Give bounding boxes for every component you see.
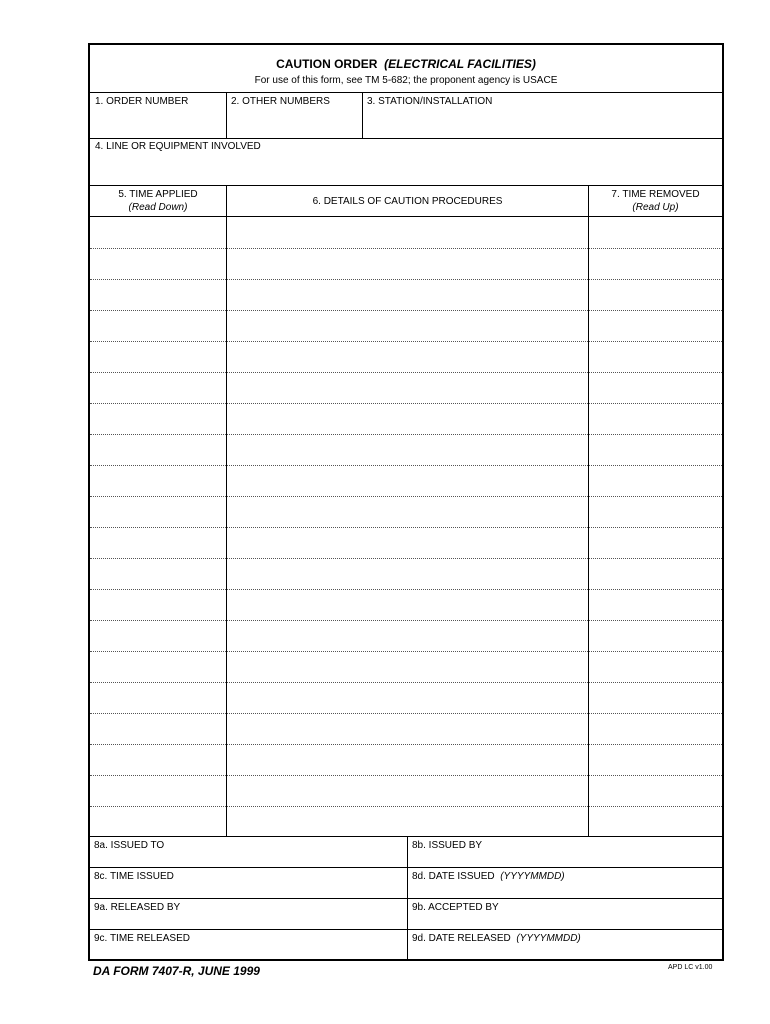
form-subtitle: For use of this form, see TM 5-682; the proponent agency is USACE <box>254 75 558 86</box>
time-issued-label: 8c. TIME ISSUED <box>94 871 174 882</box>
issued-by-field[interactable] <box>408 837 722 867</box>
issued-to-field[interactable] <box>90 837 407 867</box>
table-row-divider <box>90 496 722 497</box>
table-row-divider <box>90 372 722 373</box>
date-released-label: 9d. DATE RELEASED (YYYYMMDD) <box>412 933 581 944</box>
date-released-format: (YYYYMMDD) <box>516 933 581 944</box>
order-number-label: 1. ORDER NUMBER <box>95 96 189 107</box>
table-row-divider <box>90 806 722 807</box>
date-issued-field[interactable] <box>408 868 722 898</box>
released-by-field[interactable] <box>90 899 407 929</box>
order-number-field[interactable] <box>90 93 226 139</box>
time-applied-note: (Read Down) <box>128 202 188 213</box>
table-row-divider <box>90 465 722 466</box>
station-installation-label: 3. STATION/INSTALLATION <box>367 96 493 107</box>
table-row-divider <box>90 620 722 621</box>
time-released-label: 9c. TIME RELEASED <box>94 933 190 944</box>
date-issued-label: 8d. DATE ISSUED (YYYYMMDD) <box>412 871 565 882</box>
line-equipment-field[interactable] <box>90 139 722 185</box>
time-removed-header <box>589 186 722 216</box>
date-issued-format: (YYYYMMDD) <box>500 871 565 882</box>
time-released-field[interactable] <box>90 930 407 959</box>
title-main: CAUTION ORDER <box>276 57 378 71</box>
details-label: 6. DETAILS OF CAUTION PROCEDURES <box>312 196 503 207</box>
table-row-divider <box>90 434 722 435</box>
table-row-divider <box>90 713 722 714</box>
form-title <box>90 57 722 71</box>
time-applied-label: 5. TIME APPLIED <box>118 189 198 200</box>
date-released-field[interactable] <box>408 930 722 959</box>
table-row-divider <box>90 341 722 342</box>
form-version: APD LC v1.00 <box>668 964 713 971</box>
table-row-divider <box>90 775 722 776</box>
other-numbers-label: 2. OTHER NUMBERS <box>231 96 330 107</box>
title-italic: (ELECTRICAL FACILITIES) <box>384 57 536 71</box>
table-row-divider <box>90 527 722 528</box>
released-by-label: 9a. RELEASED BY <box>94 902 181 913</box>
issued-to-label: 8a. ISSUED TO <box>94 840 165 851</box>
form-id: DA FORM 7407-R, JUNE 1999 <box>93 964 260 978</box>
accepted-by-label: 9b. ACCEPTED BY <box>412 902 499 913</box>
time-removed-note: (Read Up) <box>632 202 679 213</box>
time-applied-header <box>90 186 226 216</box>
table-row-divider <box>90 248 722 249</box>
accepted-by-field[interactable] <box>408 899 722 929</box>
table-row-divider <box>90 682 722 683</box>
table-row-divider <box>90 279 722 280</box>
table-row-divider <box>90 403 722 404</box>
table-row-divider <box>90 589 722 590</box>
table-row-divider <box>90 558 722 559</box>
line-equipment-label: 4. LINE OR EQUIPMENT INVOLVED <box>95 141 261 152</box>
details-header <box>227 186 588 216</box>
table-row-divider <box>90 744 722 745</box>
time-removed-label: 7. TIME REMOVED <box>611 189 700 200</box>
caution-order-form <box>88 43 724 961</box>
table-row-divider <box>90 651 722 652</box>
issued-by-label: 8b. ISSUED BY <box>412 840 483 851</box>
station-installation-field[interactable] <box>363 93 722 139</box>
time-issued-field[interactable] <box>90 868 407 898</box>
other-numbers-field[interactable] <box>227 93 362 139</box>
form-header <box>90 45 722 93</box>
table-row-divider <box>90 310 722 311</box>
